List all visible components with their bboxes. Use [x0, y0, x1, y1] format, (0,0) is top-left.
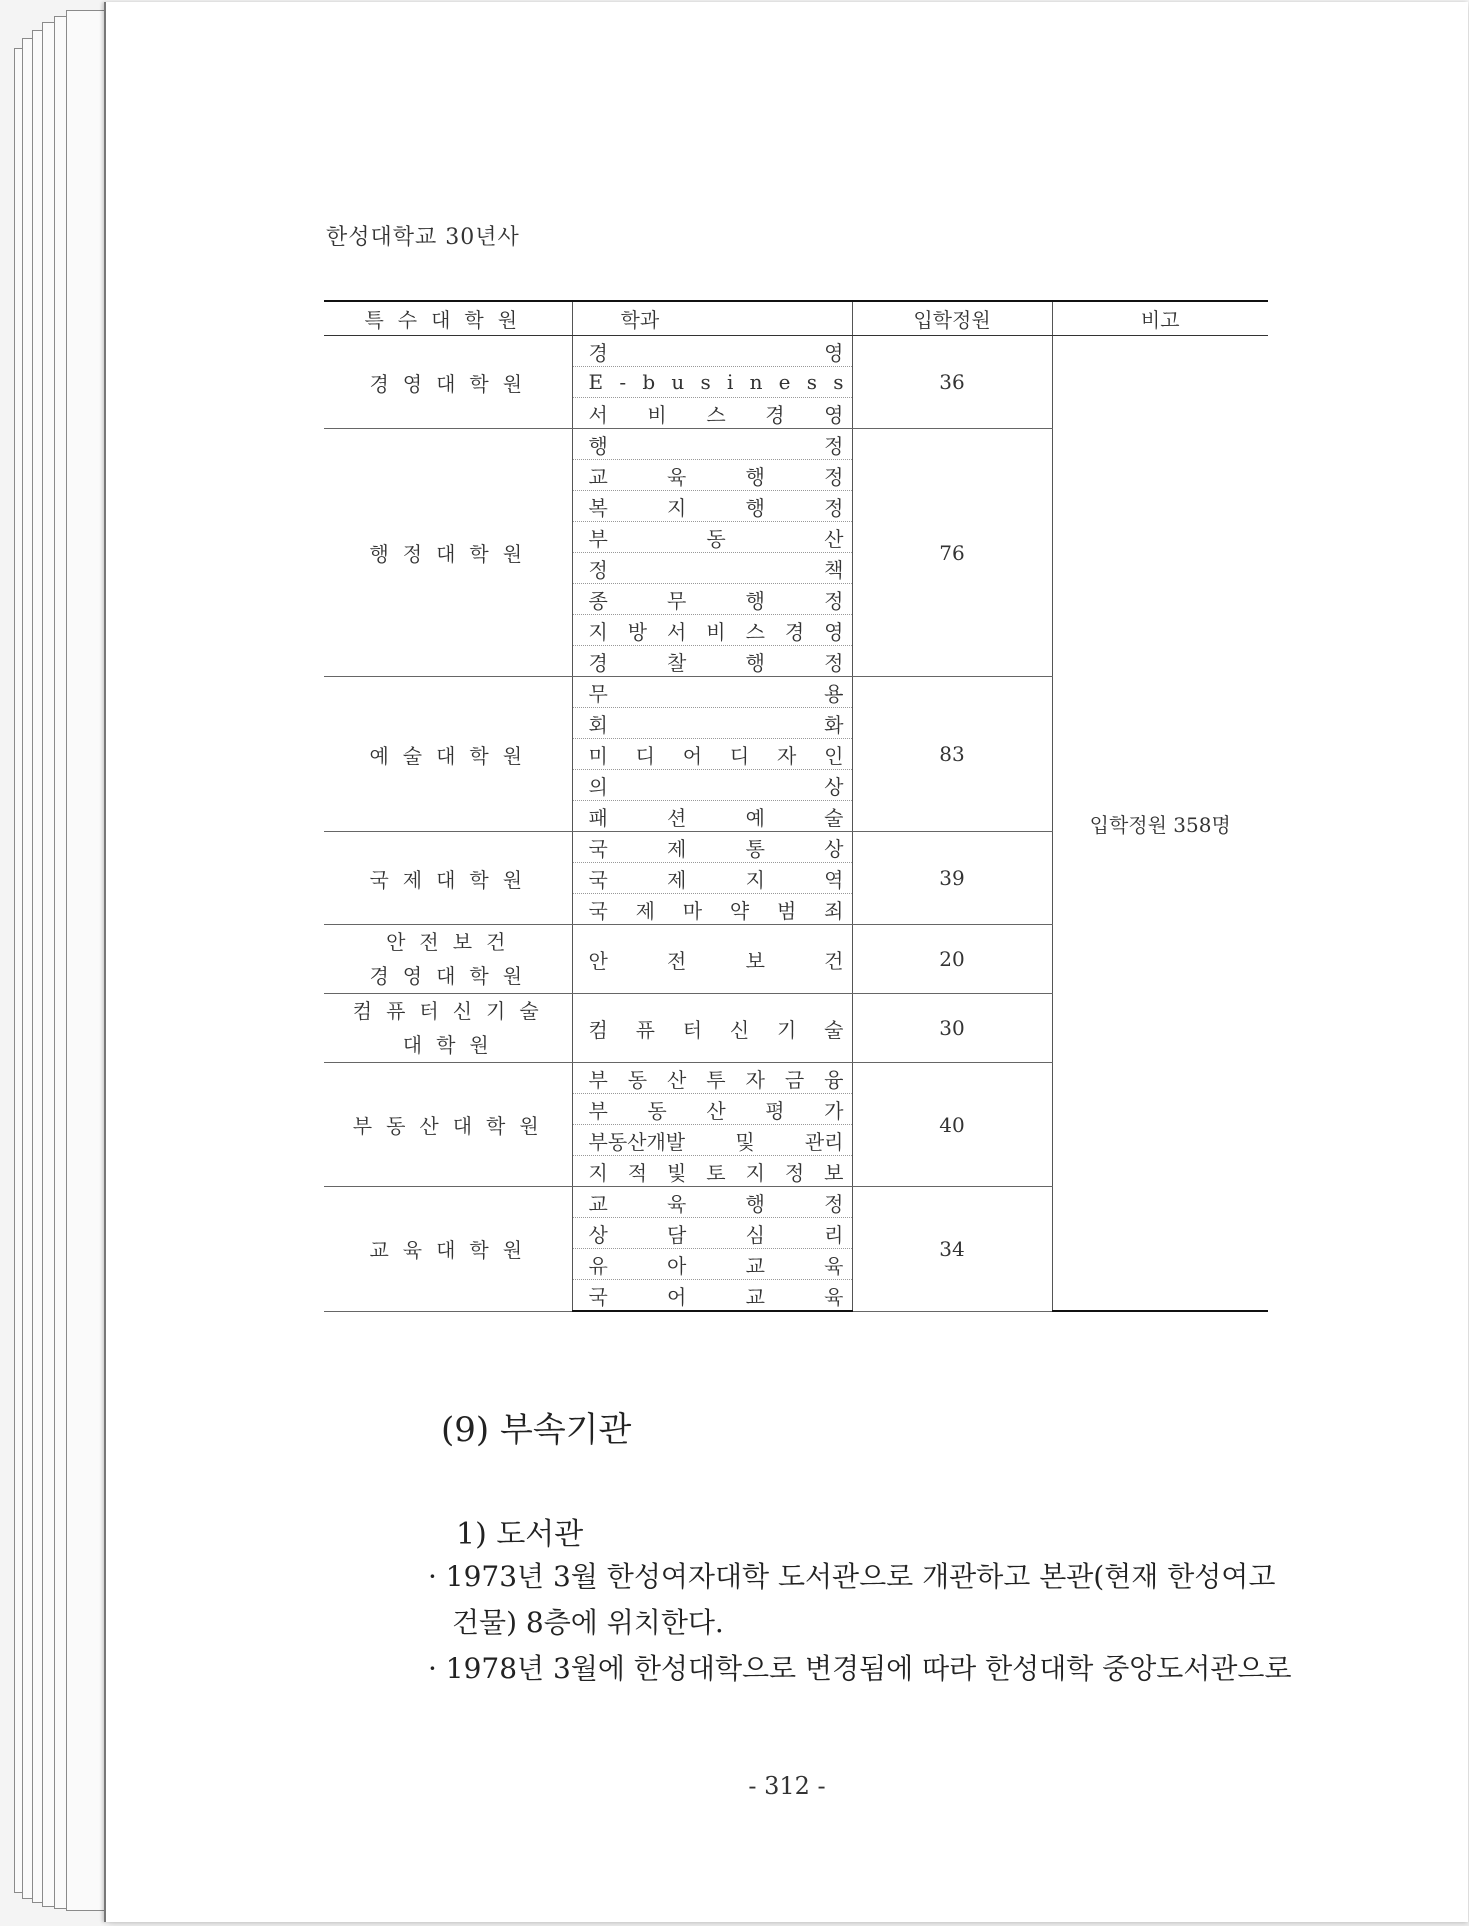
- table-header-row: [324, 301, 1268, 336]
- section-title: (9) 부속기관: [441, 1410, 632, 1450]
- department-cell: [572, 615, 852, 646]
- school-name: 교육대학원: [369, 1238, 537, 1263]
- quota-cell: 76: [852, 429, 1052, 677]
- department-cell: [572, 1156, 852, 1187]
- department-cell: [572, 925, 852, 994]
- department-name: 국 어 교 육: [588, 1284, 844, 1309]
- department-cell: [572, 1280, 852, 1312]
- department-name: 부동산개발 및 관리: [588, 1129, 844, 1154]
- department-name: 패 션 예 술: [588, 805, 844, 830]
- school-name: 국제대학원: [369, 867, 537, 892]
- department-name: 경 영: [588, 340, 844, 365]
- quota-cell: 36: [852, 336, 1052, 429]
- quota-cell: 30: [852, 994, 1052, 1063]
- paragraph-line-3: · 1978년 3월에 한성대학으로 변경됨에 따라 한성대학 중앙도서관으로: [428, 1652, 1292, 1685]
- department-name: 미 디 어 디 자 인: [588, 743, 844, 768]
- department-name: E - b u s i n e s s: [588, 370, 844, 394]
- quota-cell: 83: [852, 677, 1052, 832]
- school-name-cell: [324, 429, 572, 677]
- header-school: 특수대학원: [324, 301, 572, 336]
- department-name: 컴 퓨 터 신 기 술: [588, 1017, 844, 1042]
- department-name: 유 아 교 육: [588, 1253, 844, 1278]
- department-name: 부 동 산 평 가: [588, 1098, 844, 1123]
- department-name: 안 전 보 건: [588, 948, 844, 973]
- department-name: 무 용: [588, 681, 844, 706]
- department-name: 지 적 빛 토 지 정 보: [588, 1160, 844, 1185]
- department-name: 회 화: [588, 712, 844, 737]
- department-name: 부 동 산: [588, 526, 844, 551]
- department-name: 국 제 통 상: [588, 836, 844, 861]
- graduate-school-table: [324, 300, 1268, 1312]
- department-cell: [572, 460, 852, 491]
- school-name-line: 컴퓨터신기술: [352, 999, 553, 1023]
- quota-cell: 20: [852, 925, 1052, 994]
- department-cell: [572, 708, 852, 739]
- header-department: [572, 301, 852, 336]
- school-name: 예술대학원: [369, 743, 537, 768]
- department-cell: [572, 367, 852, 398]
- department-cell: [572, 832, 852, 863]
- running-header: 한성대학교 30년사: [326, 225, 520, 250]
- note-cell: 입학정원 358명: [1052, 336, 1268, 1312]
- header-quota: 입학정원: [852, 301, 1052, 336]
- department-name: 부 동 산 투 자 금 융: [588, 1067, 844, 1092]
- school-name-line: 대학원: [402, 1033, 503, 1057]
- school-name-cell: [324, 1187, 572, 1312]
- table-row: [324, 336, 1268, 367]
- department-name: 교 육 행 정: [588, 464, 844, 489]
- school-name-line: 안전보건: [386, 930, 520, 954]
- department-cell: [572, 1063, 852, 1094]
- department-cell: [572, 863, 852, 894]
- department-name: 경 찰 행 정: [588, 650, 844, 675]
- document-page: [104, 2, 1468, 1922]
- quota-cell: 34: [852, 1187, 1052, 1312]
- department-name: 종 무 행 정: [588, 588, 844, 613]
- department-cell: [572, 739, 852, 770]
- department-cell: [572, 1249, 852, 1280]
- department-cell: [572, 336, 852, 367]
- department-name: 국 제 마 약 범 죄: [588, 898, 844, 923]
- quota-cell: 39: [852, 832, 1052, 925]
- department-cell: [572, 770, 852, 801]
- school-name: 행정대학원: [369, 542, 537, 566]
- department-name: 국 제 지 역: [588, 867, 844, 892]
- department-cell: [572, 1218, 852, 1249]
- department-cell: [572, 1094, 852, 1125]
- quota-cell: 40: [852, 1063, 1052, 1187]
- school-name-cell: [324, 1063, 572, 1187]
- department-cell: [572, 429, 852, 460]
- department-cell: [572, 491, 852, 522]
- school-name-cell: [324, 677, 572, 832]
- header-note: 비고: [1052, 301, 1268, 336]
- department-cell: [572, 553, 852, 584]
- department-cell: [572, 398, 852, 429]
- department-cell: [572, 677, 852, 708]
- school-name-cell: [324, 994, 572, 1063]
- school-name: 부동산대학원: [352, 1114, 553, 1138]
- department-name: 서 비 스 경 영: [588, 402, 844, 427]
- department-cell: [572, 584, 852, 615]
- school-name-cell: [324, 336, 572, 429]
- department-name: 복 지 행 정: [588, 495, 844, 520]
- header-department-text: 학과: [620, 308, 660, 332]
- department-cell: [572, 1187, 852, 1218]
- department-name: 교 육 행 정: [588, 1191, 844, 1216]
- department-cell: [572, 646, 852, 677]
- school-name-cell: [324, 925, 572, 994]
- department-name: 지 방 서 비 스 경 영: [588, 619, 844, 644]
- paragraph-line-2: 건물) 8층에 위치한다.: [452, 1606, 724, 1639]
- school-name-cell: [324, 832, 572, 925]
- department-cell: [572, 522, 852, 553]
- page-number: - 312 -: [748, 1772, 826, 1800]
- department-name: 의 상: [588, 774, 844, 799]
- department-name: 행 정: [588, 433, 844, 458]
- department-cell: [572, 994, 852, 1063]
- department-cell: [572, 801, 852, 832]
- department-name: 정 책: [588, 557, 844, 582]
- department-cell: [572, 894, 852, 925]
- department-cell: [572, 1125, 852, 1156]
- paragraph-line-1: · 1973년 3월 한성여자대학 도서관으로 개관하고 본관(현재 한성여고: [428, 1560, 1276, 1593]
- school-name: 경영대학원: [369, 371, 537, 396]
- school-name-line: 경영대학원: [369, 964, 537, 988]
- department-name: 상 담 심 리: [588, 1222, 844, 1247]
- subsection-title: 1) 도서관: [456, 1517, 584, 1552]
